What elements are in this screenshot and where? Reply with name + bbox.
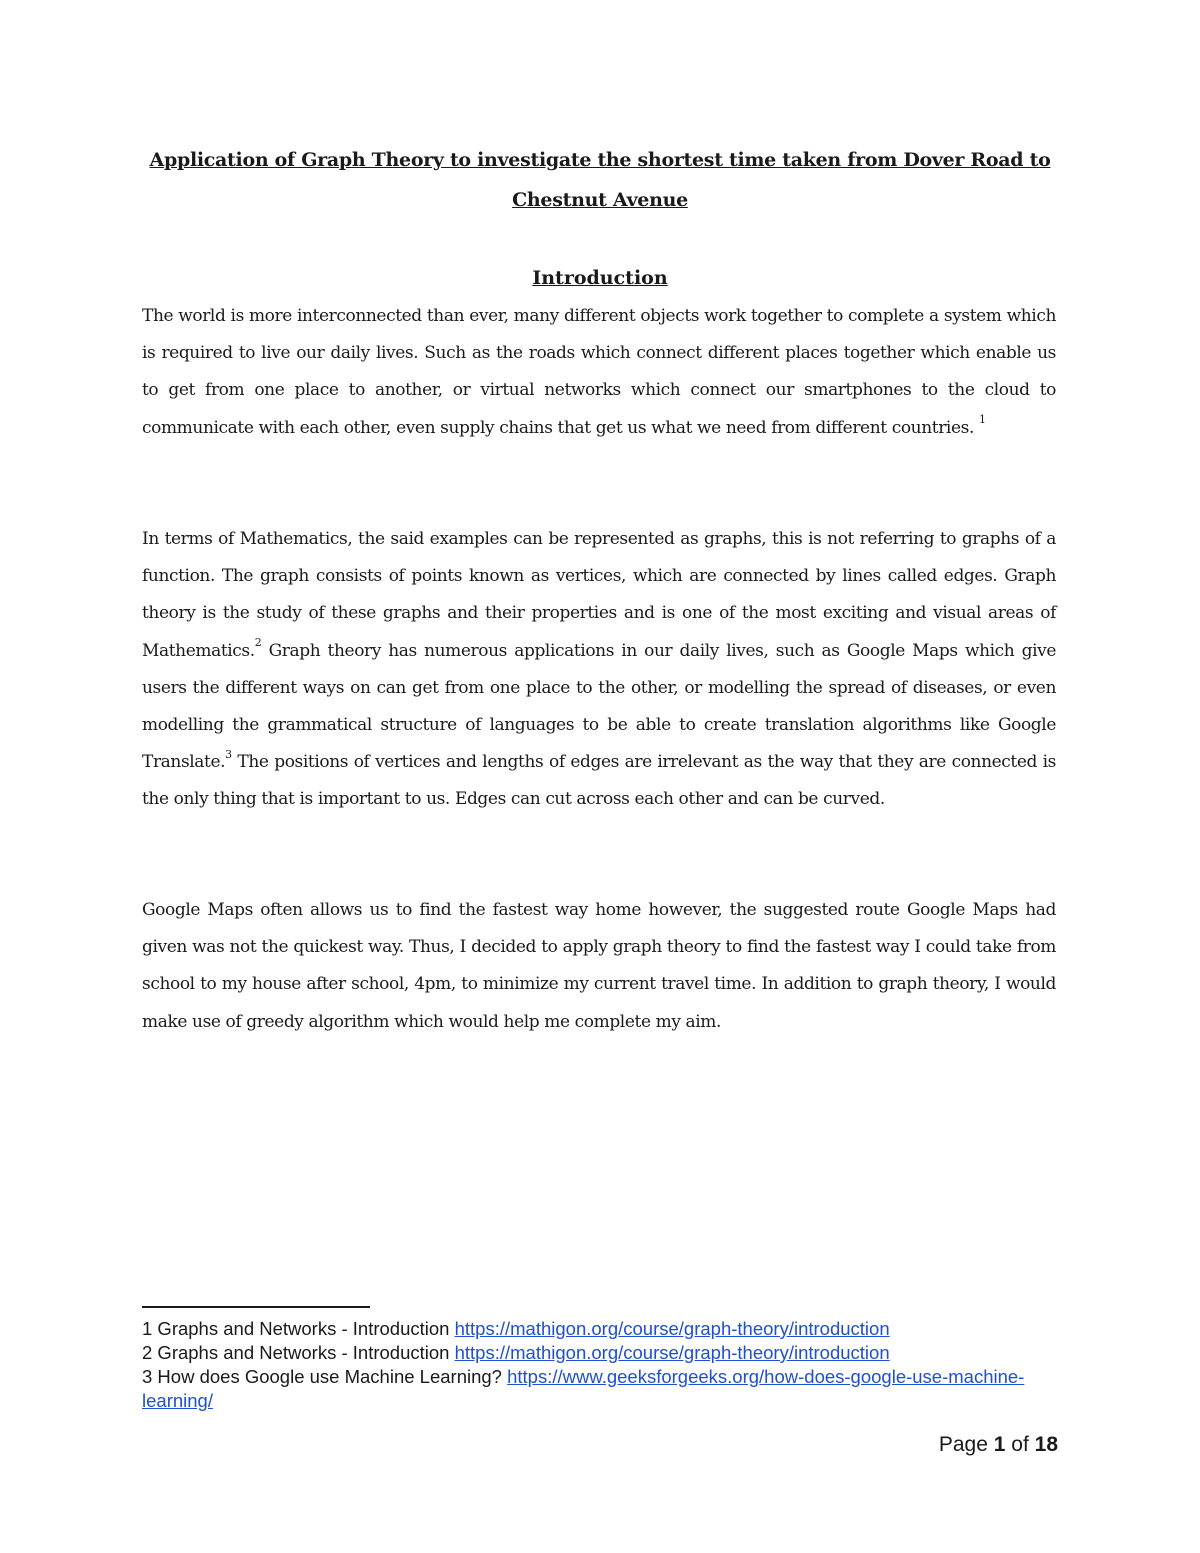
footnote-3-label: 3 How does Google use Machine Learning? [142, 1366, 508, 1387]
footnote-2-label: 2 Graphs and Networks - Introduction [142, 1342, 455, 1363]
paragraph-2 [142, 521, 1056, 819]
footnote-3 [142, 1365, 1042, 1413]
footnote-2-link[interactable]: https://mathigon.org/course/graph-theory/introduction [454, 1342, 890, 1363]
footnote-1 [142, 1317, 1042, 1341]
paragraph-2-part-1: In terms of Mathematics, the said examples can be represented as graphs, this is not referring to graphs of a function. The graph consists of points known as vertices, which are connected by lines called edges. Graph theory is the study of these graphs and their properties and is one of the most exciting and visual areas of Mathematics. [142, 529, 1056, 661]
paragraph-2-part-3: The positions of vertices and lengths of edges are irrelevant as the way that they are connected is the only thing that is important to us. Edges can cut across each other and can be curved. [142, 752, 1056, 810]
document-title: Application of Graph Theory to investigate the shortest time taken from Dover Road to Chestnut Avenue [149, 149, 1051, 211]
page-separator: of [1005, 1433, 1035, 1456]
current-page: 1 [993, 1433, 1006, 1456]
footnote-1-link[interactable]: https://mathigon.org/course/graph-theory/introduction [454, 1318, 890, 1339]
footnote-1-label: 1 Graphs and Networks - Introduction [142, 1318, 455, 1339]
footnote-ref-1[interactable]: 1 [978, 412, 986, 426]
paragraph-1-text: The world is more interconnected than ever, many different objects work together to complete a system which is required to live our daily lives. Such as the roads which connect different places together which enable us to get from one place to another, or virtual networks which connect our smartphones to the cloud to communicate with each other, even supply chains that get us what we need from different countries. [142, 306, 1056, 438]
paragraph-2-part-2: Graph theory has numerous applications in our daily lives, such as Google Maps which give users the different ways on can get from one place to the other, or modelling the spread of diseases, or even modelling the grammatical structure of languages to be able to create translation algorithms like Google Translate. [142, 640, 1056, 773]
footnote-ref-3[interactable]: 3 [225, 747, 232, 761]
section-heading-introduction: Introduction [532, 267, 668, 289]
page-number [939, 1430, 1058, 1460]
page-prefix: Page [938, 1433, 994, 1456]
total-pages: 18 [1034, 1433, 1058, 1456]
paragraph-3: Google Maps often allows us to find the fastest way home however, the suggested route Google Maps had given was not the quickest way. Thus, I decided to apply graph theory to find the fastest way I could take from school to my house after school, 4pm, to minimize my current travel time. In addition to graph theory, I would make use of greedy algorithm which would help me complete my aim. [142, 900, 1056, 1032]
footnote-ref-2[interactable]: 2 [254, 635, 262, 649]
footnote-separator [142, 1306, 370, 1308]
footnotes [142, 1317, 1042, 1413]
footnote-2 [142, 1341, 1042, 1365]
footnote-3-link[interactable]: https://www.geeksforgeeks.org/how-does-google-use-machine-learning/ [142, 1366, 1025, 1411]
paragraph-1 [142, 298, 1056, 447]
